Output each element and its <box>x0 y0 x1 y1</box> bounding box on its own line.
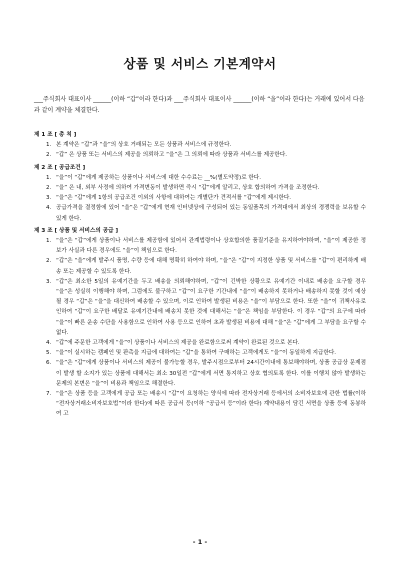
item-text: “을”은 “갑”에게 1항의 공급조건 이외의 사항에 대하여는 개별단가 견적서를 “갑”에게 제시한다. <box>56 195 292 202</box>
article-heading: 제 1 조 [ 총 칙 ] <box>34 132 77 138</box>
list-item <box>46 193 366 203</box>
item-number: 4. <box>46 205 52 212</box>
item-number: 1. <box>46 238 52 245</box>
list-item <box>46 277 366 338</box>
item-number: 3. <box>46 278 52 285</box>
item-text: “갑”은 “을”에게 발주시 품명, 수량 등에 대해 명확히 하여야 하며, “을”은 “갑”이 지정한 상품 및 서비스를 “갑”이 편리하게 배송 또는 제공할 수 있도록 한다. <box>56 258 366 275</box>
item-text: “을” 은 내, 외부 사정에 의하여 가격변동이 발생하면 즉시 “갑”에게 알리고, 상호 합의하여 가격을 조정한다. <box>56 185 320 192</box>
item-text: “을”은 상품 등을 고객에게 공급 또는 배송시 “갑”이 요청하는 양식에 따라 전자상거래 등에서의 소비자보호에 관한 법률(이하 “전자상거래소비자보호법”이라 한다)에 따른 공급서 등(이하 “공급서 등”이라 한다) 계약내용이 담긴 서면을 상품 등에 동봉하여 고 <box>56 391 366 418</box>
intro-paragraph: ___주식회사 대표이사 ______(이하 “갑”이라 한다)과 ___주식회사 대표이사 ______(이하 “을”이라 한다)는 거래에 있어서 다음과 같이 계약을 체결한다. <box>34 96 365 114</box>
list-item <box>46 140 366 150</box>
article-1 <box>34 130 366 161</box>
list-item <box>46 256 366 276</box>
list-item <box>46 203 366 223</box>
list-item <box>46 150 366 160</box>
item-number: 2. <box>46 258 52 265</box>
item-number: 6. <box>46 360 52 367</box>
item-number: 4. <box>46 340 52 347</box>
item-number: 1. <box>46 174 52 181</box>
article-heading: 제 3 조 [ 상품 및 서비스의 공급 ] <box>34 227 119 234</box>
item-text: 공급가격을 결정함에 있어 “을”은 “갑”에게 현재 인터넷상에 구성되어 있는 동일품목의 가격대에서 최상의 경쟁력을 보유할 수 있게 한다. <box>56 205 366 222</box>
item-number: 7. <box>46 391 52 398</box>
item-text: “갑”에 주문한 고객에게 “을”이 상품이나 서비스의 제공을 완료함으로써 계약이 완료된 것으로 본다. <box>56 340 300 347</box>
list-item <box>46 348 366 358</box>
article-3 <box>34 226 366 420</box>
list-item <box>46 236 366 256</box>
article-items <box>34 140 366 160</box>
list-item <box>46 358 366 389</box>
item-number: 5. <box>46 350 52 357</box>
document-title: 상품 및 서비스 기본계약서 <box>123 56 277 71</box>
item-number: 3. <box>46 195 52 202</box>
item-text: “을”이 “갑”에게 제공하는 상품이나 서비스에 대한 수수료는 __%(별도약정)로 한다. <box>56 174 261 181</box>
article-items <box>34 173 366 224</box>
item-text: “을”은 “갑”에게 상품이나 서비스를 제공함에 있어서 관계법령이나 상호합의한 품질기준을 유지하여야하며, “을”이 제공한 정보가 사실과 다른 경우에도 “을”이 책임으로 한다. <box>56 238 366 255</box>
page-number: - 1 - <box>192 538 208 546</box>
item-number: 2. <box>46 152 52 159</box>
article-2 <box>34 163 366 224</box>
list-item <box>46 173 366 183</box>
item-text: “을”이 실시하는 캠페인 및 판촉을 지급에 대하여는 “갑”을 통하여 구매하는 고객에게도 “을”이 동일하게 지급한다. <box>56 350 337 357</box>
article-items <box>34 236 366 420</box>
item-text: 본 계약은 “갑”과 “을”의 상호 거래되는 모든 상품과 서비스에 규정한다. <box>56 142 232 149</box>
article-heading: 제 2 조 [ 공급조건 ] <box>34 164 86 171</box>
item-text: “을”은 “갑”에게 상품이나 서비스의 제공이 불가능할 경우, 발주시점으로부터 24시간이내에 통보해야하며, 상품 공급상 문제점이 발생 할 소지가 있는 상품에 대해서는 최소 30일전 “갑”에게 서면 통지하고 상호 협의토록 한다. 이를 이행치 않아 발생하는 문제의 본변은 “을”이 비용과 책임으로 해결한다. <box>56 360 366 387</box>
item-number: 1. <box>46 142 52 149</box>
document-body <box>34 128 366 420</box>
list-item <box>46 338 366 348</box>
item-text: “갑”은 최소한 5일의 유예기간을 두고 배송을 의뢰해야하며, “갑”이 긴박한 상황으로 유예기간 이내로 배송을 요구할 경우 “을”은 성실히 이행해야 하며, 그럼에도 불구하고 “갑”이 요구한 기간내에 “을”이 배송하지 못하거나 배송하지 못할 것이 예상될 경우 “갑”은 “을”을 대신하여 배송할 수 있으며, 이로 인하여 발생된 비용은 “을”이 부담으로 한다. 또한 “을”이 귀책사유로 인하여 “갑”이 요구한 배달로 유예기간내에 배송치 못한 것에 대해서는 “을”은 책임을 부담한다. 이 경우 “갑”의 요구에 따라 “을”이 빠른 운송 수단을 사용함으로 인하여 사용 등으로 인하여 초과 발생된 비용에 대해 “을”은 “갑”에게 그 부담을 요구할 수 없다. <box>56 278 366 336</box>
list-item <box>46 389 366 420</box>
item-text: “갑” 은 상품 또는 서비스의 제공을 의뢰하고 “을”은 그 의뢰에 따라 상품과 서비스를 제공한다. <box>56 152 288 159</box>
item-number: 2. <box>46 185 52 192</box>
list-item <box>46 183 366 193</box>
